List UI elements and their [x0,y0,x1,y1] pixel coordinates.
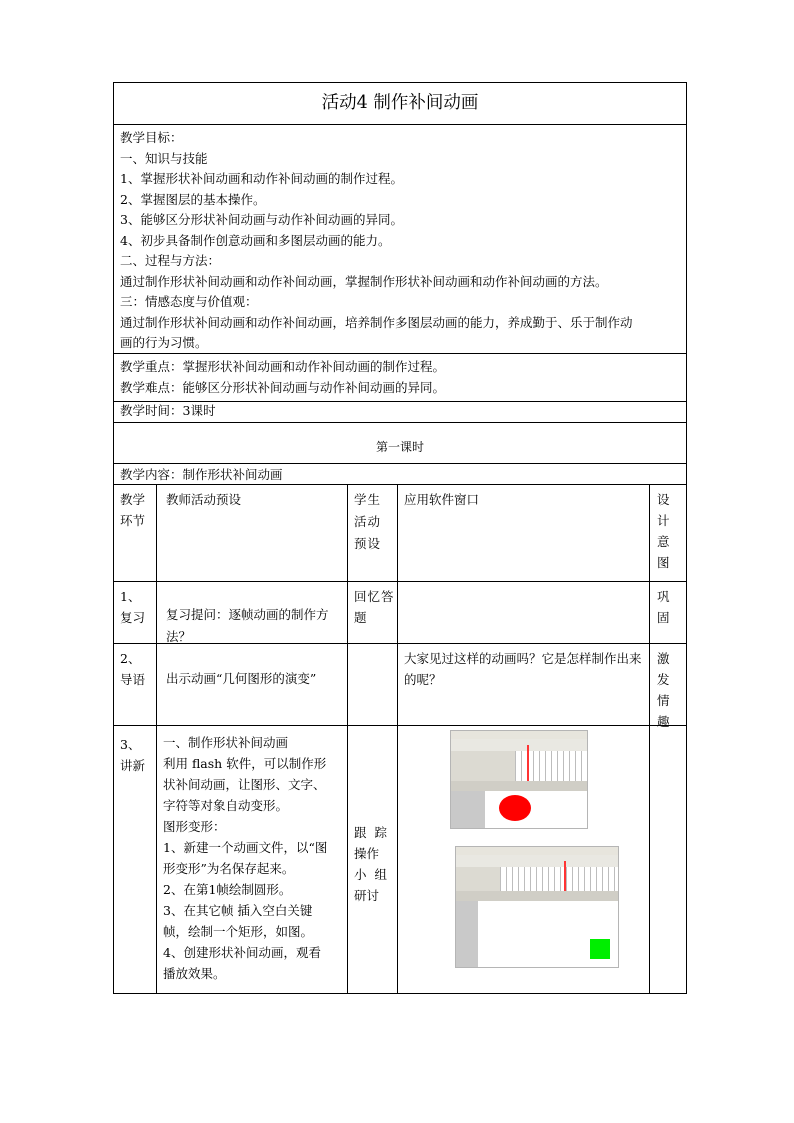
teacher-line: 状补间动画，让图形、文字、 [163,777,326,792]
table-row [114,582,686,644]
activity-table [113,485,687,994]
student-line: 跟 踪 [354,825,387,840]
row2-teacher: 出示动画“几何图形的演变” [166,671,317,686]
header-teacher: 教师活动预设 [166,492,242,507]
objective-line: 通过制作形状补间动画和动作补间动画，掌握制作形状补间动画和动作补间动画的方法。 [120,273,608,289]
header-software: 应用软件窗口 [404,492,480,507]
row1-stage: 1、复习 [120,589,146,625]
student-line: 操作 [354,846,380,861]
page-title: 活动4 制作补间动画 [321,93,479,113]
objective-line: 3、能够区分形状补间动画与动作补间动画的异同。 [120,212,403,227]
key-points: 教学重点：掌握形状补间动画和动作补间动画的制作过程。 [120,359,446,374]
content-row [113,464,687,485]
student-line: 研讨 [354,888,380,903]
row2-stage: 2、导语 [120,651,146,687]
teaching-content: 教学内容：制作形状补间动画 [120,467,283,482]
table-row [114,726,686,994]
teacher-line: 字符等对象自动变形。 [163,798,289,813]
flash-timeline-screenshot-circle [450,730,588,829]
header-stage: 教学环节 [120,492,146,528]
row2-intent: 激发情趣 [657,651,670,729]
teacher-line: 图形变形： [163,819,226,834]
teacher-line: 一、制作形状补间动画 [163,735,289,750]
teacher-line: 播放效果。 [163,966,226,981]
teacher-line: 帧，绘制一个矩形，如图。 [163,924,314,939]
teacher-line: 形变形”为名保存起来。 [163,861,295,876]
objectives-heading: 教学目标： [120,130,183,145]
objective-line: 三：情感态度与价值观： [120,294,258,309]
table-header-row [114,485,686,582]
difficult-points: 教学难点：能够区分形状补间动画与动作补间动画的异同。 [120,379,446,395]
lesson-title-row [113,423,687,464]
row1-intent: 巩固 [657,589,670,625]
row1-student: 回忆答题 [354,589,395,625]
row2-software: 大家见过这样的动画吗？它是怎样制作出来的呢？ [404,651,642,687]
objectives-section [113,125,687,354]
header-student: 学生活动预设 [354,492,382,551]
teaching-time-row [113,402,687,423]
student-line: 小 组 [354,867,387,882]
objective-line: 画的行为习惯。 [120,335,208,350]
red-circle [499,795,531,821]
objective-line: 4、初步具备制作创意动画和多图层动画的能力。 [120,232,391,248]
header-intent: 设计意图 [657,492,670,570]
teacher-line: 3、在其它帧 插入空白关键 [163,903,313,918]
objective-line: 通过制作形状补间动画和动作补间动画，培养制作多图层动画的能力，养成勤于、乐于制作动 [120,314,633,330]
lesson-title: 第一课时 [375,440,424,454]
row1-teacher: 复习提问：逐帧动画的制作方法？ [166,607,329,644]
objective-line: 2、掌握图层的基本操作。 [120,191,266,207]
flash-timeline-screenshot-square [455,846,619,968]
teacher-line: 1、新建一个动画文件，以“图 [163,840,328,855]
row3-stage: 3、讲新 [120,737,146,773]
row3-teacher [163,732,347,984]
objective-line: 一、知识与技能 [120,150,208,166]
teacher-line: 2、在第1帧绘制圆形。 [163,882,292,897]
green-square [590,939,610,959]
teacher-line: 利用 flash 软件，可以制作形 [163,756,327,771]
objective-line: 1、掌握形状补间动画和动作补间动画的制作过程。 [120,171,403,186]
key-points-section [113,354,687,402]
table-row [114,644,686,729]
row3-student [354,822,396,906]
objective-line: 二、过程与方法： [120,253,221,268]
teaching-time: 教学时间：3课时 [120,403,216,418]
teacher-line: 4、创建形状补间动画，观看 [163,945,321,960]
title-row [113,82,687,125]
